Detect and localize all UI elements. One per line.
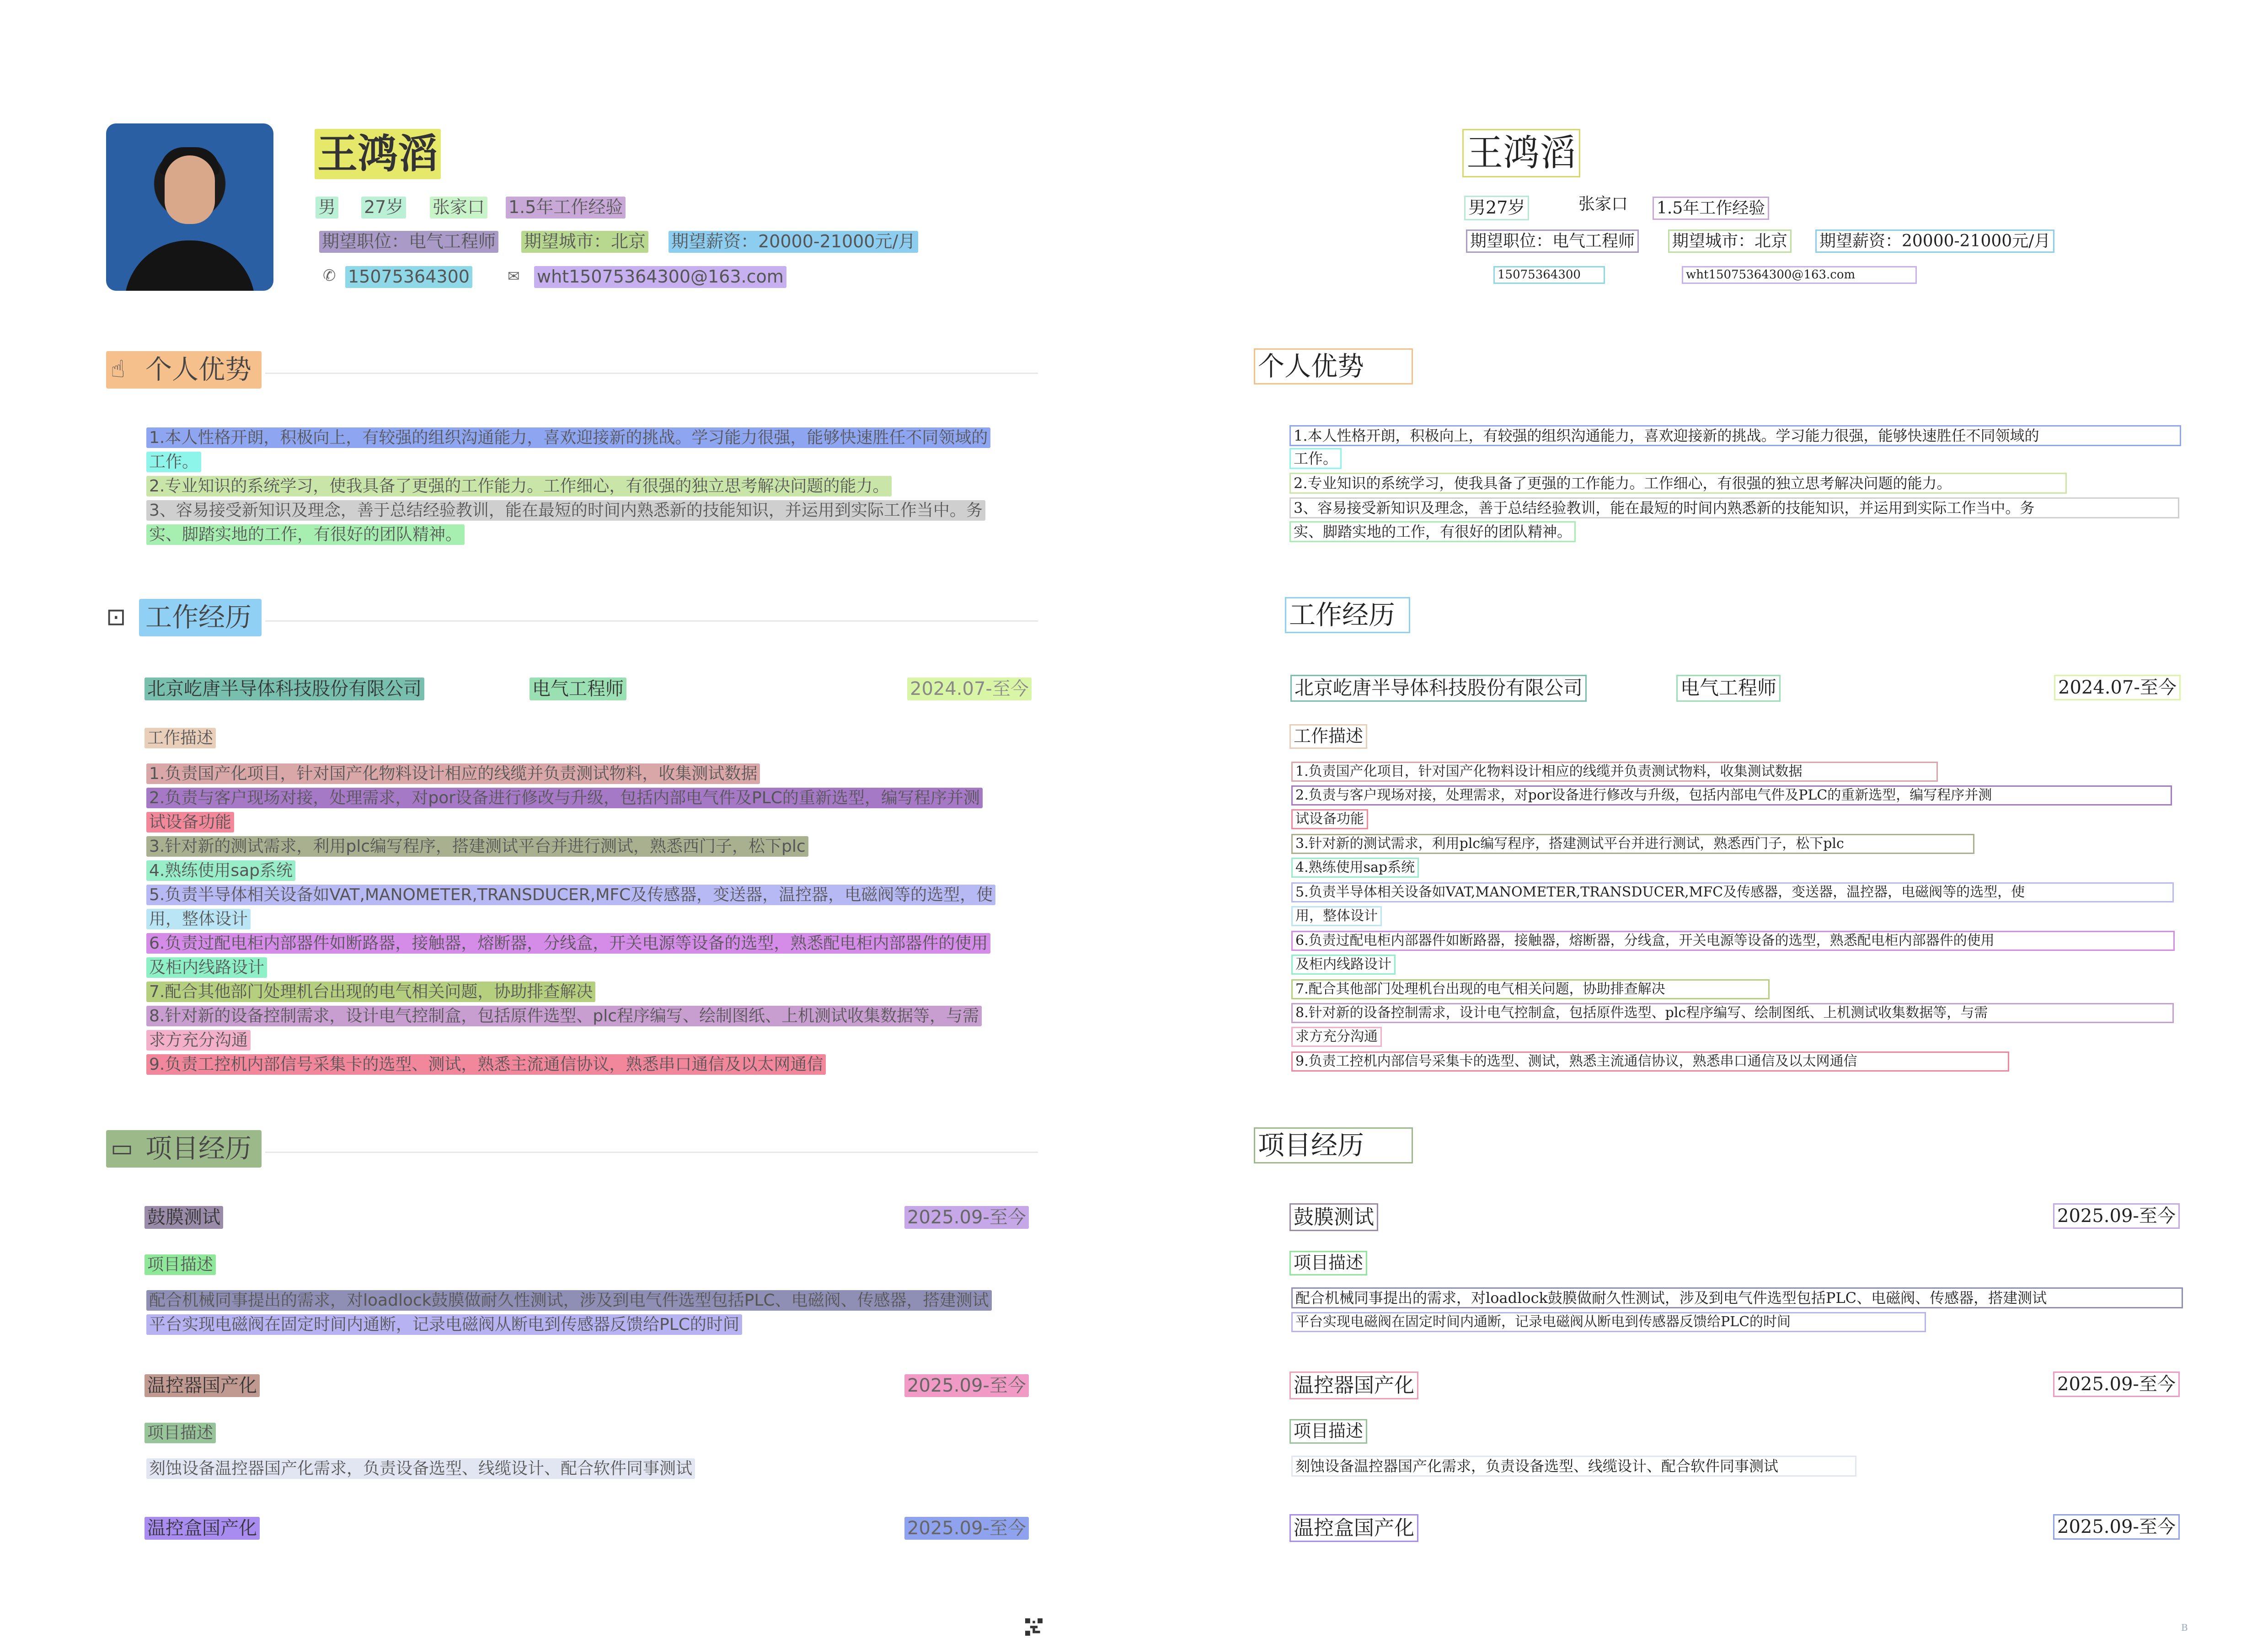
company-name: 北京屹唐半导体科技股份有限公司 xyxy=(144,678,424,700)
t-page-mark: B xyxy=(2181,1622,2188,1633)
gender: 男 xyxy=(316,197,338,219)
t-gender-age: 男27岁 xyxy=(1464,196,1529,220)
t-work-line: 2.负责与客户现场对接，处理需求，对por设备进行修改与升级，包括内部电气件及PLC的重新选型，编写程序并测 xyxy=(1291,785,2172,806)
t-project-line: 配合机械同事提出的需求，对loadlock鼓膜做耐久性测试，涉及到电气件选型包括PLC、电磁阀、传感器，搭建测试 xyxy=(1291,1287,2183,1308)
work-desc-label: 工作描述 xyxy=(144,728,216,748)
t-advantage-line: 3、容易接受新知识及理念，善于总结经验教训，能在最短的时间内熟悉新的技能知识，并运用到实际工作当中。务 xyxy=(1289,497,2179,518)
advantage-line: 实、脚踏实地的工作，有很好的团队精神。 xyxy=(146,524,465,545)
section-divider xyxy=(265,620,1038,622)
t-advantage-line: 1.本人性格开朗，积极向上，有较强的组织沟通能力，喜欢迎接新的挑战。学习能力很强，能够快速胜任不同领域的 xyxy=(1289,425,2181,446)
work-line: 6.负责过配电柜内部器件如断路器，接触器，熔断器，分线盒，开关电源等设备的选型，熟悉配电柜内部器件的使用 xyxy=(146,933,990,954)
work-line: 2.负责与客户现场对接，处理需求，对por设备进行修改与升级，包括内部电气件及PLC的重新选型，编写程序并测 xyxy=(146,788,983,808)
section-divider xyxy=(265,1152,1038,1153)
advantages-heading: 个人优势 xyxy=(145,354,252,385)
project-line: 平台实现电磁阀在固定时间内通断，记录电磁阀从断电到传感器反馈给PLC的时间 xyxy=(146,1314,742,1335)
t-experience: 1.5年工作经验 xyxy=(1653,197,1769,220)
t-project-name: 温控盒国产化 xyxy=(1289,1514,1418,1542)
t-projects-heading: 项目经历 xyxy=(1254,1127,1413,1163)
t-advantage-line: 工作。 xyxy=(1289,448,1342,469)
t-project-desc-label: 项目描述 xyxy=(1289,1251,1367,1275)
t-salary-target: 期望薪资：20000-21000元/月 xyxy=(1815,229,2054,253)
t-project-period: 2025.09-至今 xyxy=(2053,1203,2180,1229)
t-work-line: 1.负责国产化项目，针对国产化物料设计相应的线缆并负责测试物料，收集测试数据 xyxy=(1291,762,1938,782)
work-line: 4.熟练使用sap系统 xyxy=(146,860,295,881)
project-name: 温控器国产化 xyxy=(144,1374,260,1397)
email-address[interactable]: wht15075364300@163.com xyxy=(534,266,786,288)
hometown: 张家口 xyxy=(430,197,487,219)
project-name: 鼓膜测试 xyxy=(144,1206,223,1229)
t-job-target: 期望职位：电气工程师 xyxy=(1466,229,1639,253)
t-project-line: 平台实现电磁阀在固定时间内通断，记录电磁阀从断电到传感器反馈给PLC的时间 xyxy=(1291,1312,1926,1332)
t-project-period: 2025.09-至今 xyxy=(2053,1371,2180,1397)
t-project-name: 鼓膜测试 xyxy=(1289,1203,1378,1231)
project-line: 配合机械同事提出的需求，对loadlock鼓膜做耐久性测试，涉及到电气件选型包括PLC、电磁阀、传感器，搭建测试 xyxy=(146,1290,992,1311)
project-line: 刻蚀设备温控器国产化需求，负责设备选型、线缆设计、配合软件同事测试 xyxy=(146,1458,695,1479)
briefcase-icon: ⊡ xyxy=(106,603,126,631)
folder-icon: ▭ xyxy=(111,1135,134,1162)
t-advantage-line: 2.专业知识的系统学习，使我具备了更强的工作能力。工作细心，有很强的独立思考解决问题的能力。 xyxy=(1289,473,2067,494)
expected-position: 期望职位：电气工程师 xyxy=(319,231,498,253)
t-company: 北京屹唐半导体科技股份有限公司 xyxy=(1290,675,1587,702)
t-project-name: 温控器国产化 xyxy=(1289,1371,1418,1399)
t-work-line: 8.针对新的设备控制需求，设计电气控制盒，包括原件选型、plc程序编写、绘制图纸、上机测试收集数据等，与需 xyxy=(1291,1003,2174,1023)
section-divider xyxy=(265,373,1038,374)
t-phone: 15075364300 xyxy=(1493,266,1605,284)
t-work-desc-label: 工作描述 xyxy=(1289,724,1367,749)
t-work-line: 6.负责过配电柜内部器件如断路器，接触器，熔断器，分线盒，开关电源等设备的选型，熟悉配电柜内部器件的使用 xyxy=(1291,931,2175,951)
work-line: 9.负责工控机内部信号采集卡的选型、测试，熟悉主流通信协议，熟悉串口通信及以太网通信 xyxy=(146,1054,826,1075)
t-city-target: 期望城市：北京 xyxy=(1668,229,1792,253)
t-email: wht15075364300@163.com xyxy=(1682,266,1917,284)
project-period: 2025.09-至今 xyxy=(904,1517,1029,1540)
work-line: 及柜内线路设计 xyxy=(146,957,267,978)
text-transcription xyxy=(1134,0,2268,1638)
work-line: 5.负责半导体相关设备如VAT,MANOMETER,TRANSDUCER,MFC及传感器，变送器，温控器，电磁阀等的选型，使 xyxy=(146,885,995,905)
work-line: 7.配合其他部门处理机台出现的电气相关问题，协助排查解决 xyxy=(146,982,595,1002)
t-work-line: 及柜内线路设计 xyxy=(1291,955,1396,975)
work-line: 1.负责国产化项目，针对国产化物料设计相应的线缆并负责测试物料，收集测试数据 xyxy=(146,763,760,784)
projects-heading: 项目经历 xyxy=(145,1133,252,1164)
t-work-line: 试设备功能 xyxy=(1291,809,1368,829)
advantage-line: 1.本人性格开朗，积极向上，有较强的组织沟通能力，喜欢迎接新的挑战。学习能力很强，能够快速胜任不同领域的 xyxy=(146,427,990,448)
t-work-line: 7.配合其他部门处理机台出现的电气相关问题，协助排查解决 xyxy=(1291,979,1770,999)
t-project-line: 刻蚀设备温控器国产化需求，负责设备选型、线缆设计、配合软件同事测试 xyxy=(1291,1456,1856,1477)
thumb-icon: ☝ xyxy=(111,356,125,383)
work-line: 8.针对新的设备控制需求，设计电气控制盒，包括原件选型、plc程序编写、绘制图纸、上机测试收集数据等，与需 xyxy=(146,1006,982,1026)
work-heading: 工作经历 xyxy=(145,602,252,633)
work-line: 求方充分沟通 xyxy=(146,1030,251,1051)
candidate-name: 王鸿滔 xyxy=(315,129,441,179)
project-name: 温控盒国产化 xyxy=(144,1517,260,1540)
project-desc-label: 项目描述 xyxy=(144,1254,216,1275)
advantage-line: 2.专业知识的系统学习，使我具备了更强的工作能力。工作细心，有很强的独立思考解决问题的能力。 xyxy=(146,476,892,496)
job-period: 2024.07-至今 xyxy=(907,678,1032,700)
work-line: 用，整体设计 xyxy=(146,909,251,929)
avatar-photo xyxy=(106,123,273,291)
advantage-line: 3、容易接受新知识及理念，善于总结经验教训，能在最短的时间内熟悉新的技能知识，并运用到实际工作当中。务 xyxy=(146,500,985,521)
t-name: 王鸿滔 xyxy=(1462,129,1580,177)
t-city: 张家口 xyxy=(1578,195,1628,213)
phone-icon: ✆ xyxy=(323,267,336,285)
t-advantage-line: 实、脚踏实地的工作，有很好的团队精神。 xyxy=(1289,521,1576,542)
t-role: 电气工程师 xyxy=(1676,675,1781,702)
t-work-heading: 工作经历 xyxy=(1285,597,1410,633)
t-project-desc-label: 项目描述 xyxy=(1289,1419,1367,1444)
t-work-line: 3.针对新的测试需求，利用plc编写程序，搭建测试平台并进行测试，熟悉西门子，松下plc xyxy=(1291,834,1974,854)
job-role: 电气工程师 xyxy=(530,678,626,700)
mail-icon: ✉ xyxy=(508,267,520,285)
work-line: 3.针对新的测试需求，利用plc编写程序，搭建测试平台并进行测试，熟悉西门子，松下plc xyxy=(146,836,808,857)
t-work-line: 求方充分沟通 xyxy=(1291,1027,1382,1047)
project-desc-label: 项目描述 xyxy=(144,1423,216,1443)
t-work-line: 5.负责半导体相关设备如VAT,MANOMETER,TRANSDUCER,MFC及传感器，变送器，温控器，电磁阀等的选型，使 xyxy=(1291,882,2174,902)
t-period: 2024.07-至今 xyxy=(2054,675,2181,700)
age: 27岁 xyxy=(361,197,406,219)
project-period: 2025.09-至今 xyxy=(904,1206,1029,1229)
t-project-period: 2025.09-至今 xyxy=(2053,1514,2180,1540)
qr-code xyxy=(1022,1618,1045,1636)
t-work-line: 用，整体设计 xyxy=(1291,906,1382,926)
t-work-line: 4.熟练使用sap系统 xyxy=(1291,858,1419,878)
project-period: 2025.09-至今 xyxy=(904,1374,1029,1397)
advantage-line: 工作。 xyxy=(146,452,201,472)
t-work-line: 9.负责工控机内部信号采集卡的选型、测试，熟悉主流通信协议，熟悉串口通信及以太网通信 xyxy=(1291,1051,2009,1072)
work-line: 试设备功能 xyxy=(146,812,234,832)
phone-number[interactable]: 15075364300 xyxy=(345,266,472,288)
expected-salary: 期望薪资：20000-21000元/月 xyxy=(669,231,918,253)
t-advantages-heading: 个人优势 xyxy=(1254,348,1413,384)
expected-city: 期望城市：北京 xyxy=(521,231,648,253)
work-years: 1.5年工作经验 xyxy=(506,197,626,219)
